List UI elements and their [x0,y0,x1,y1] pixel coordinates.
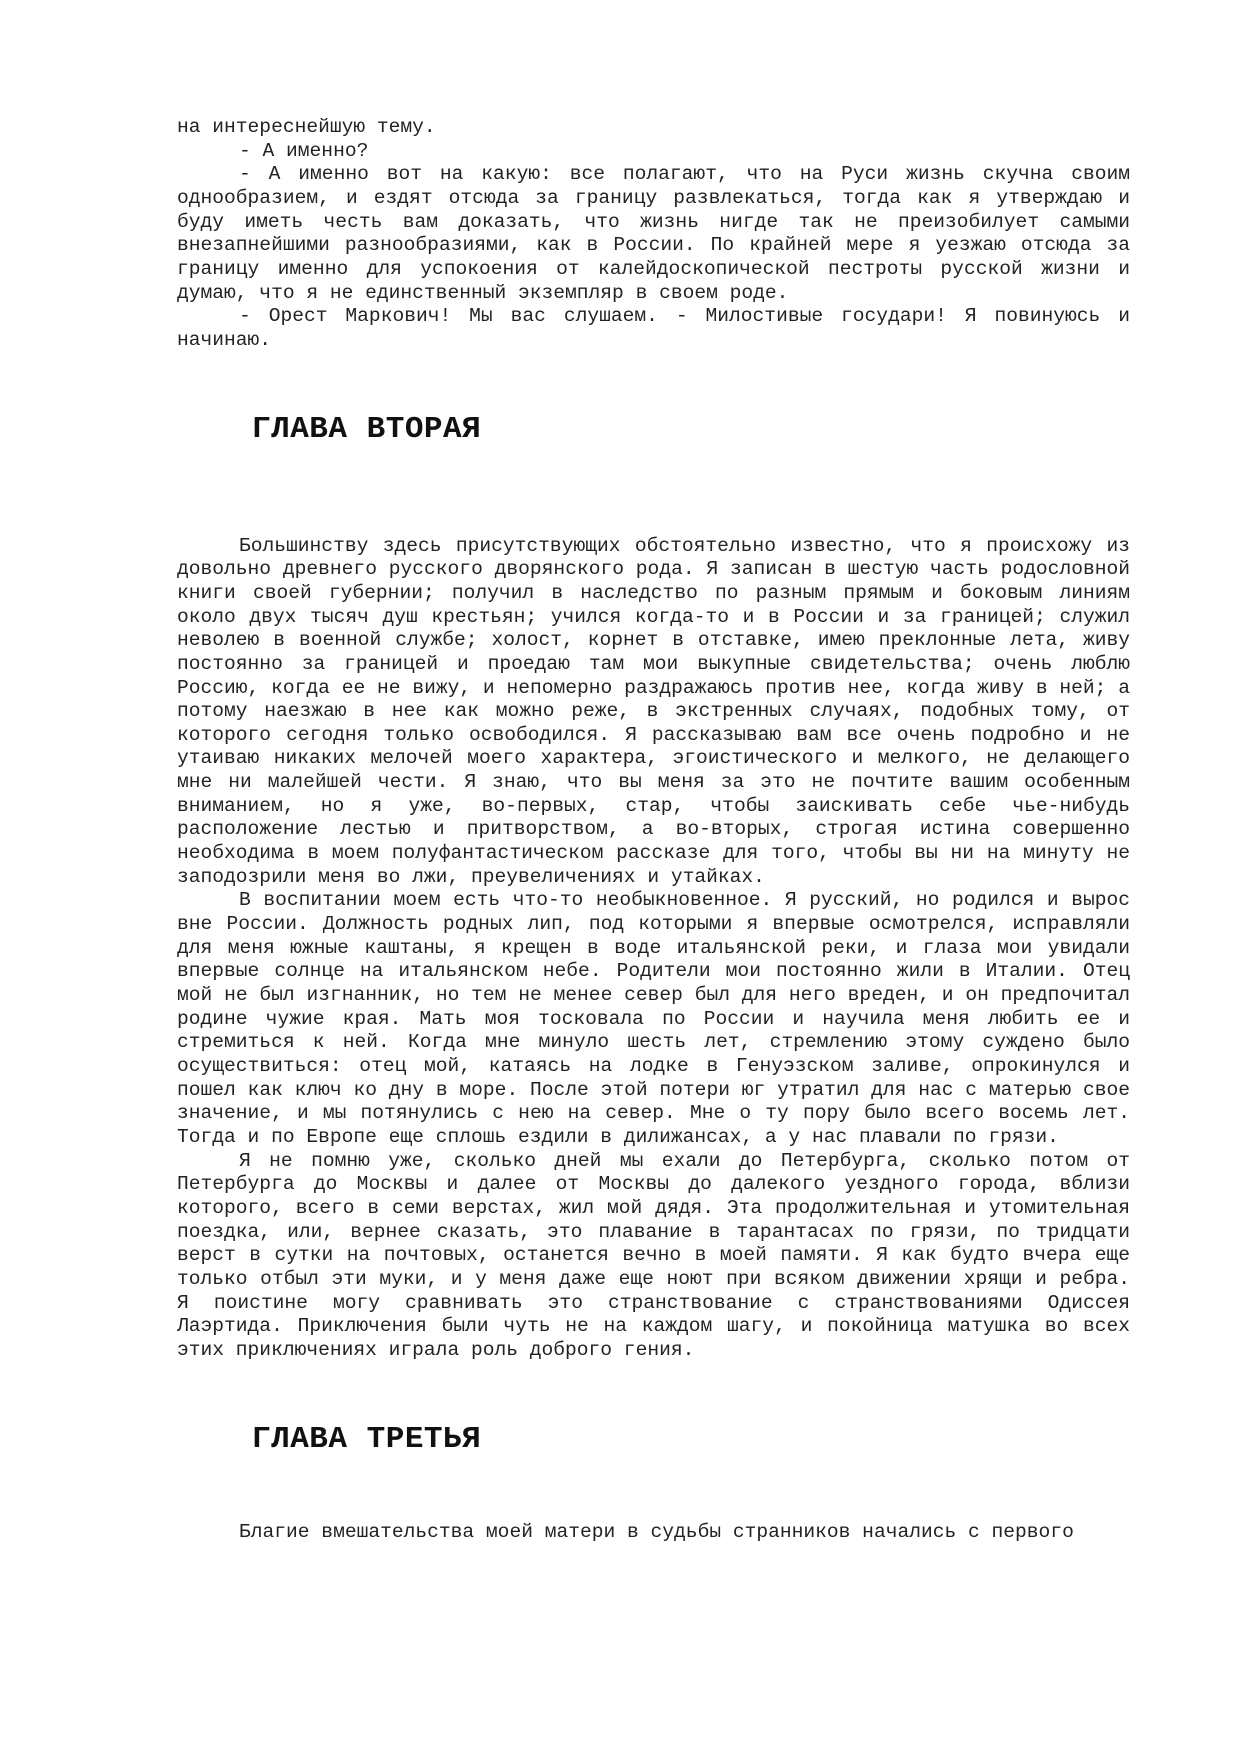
intro-paragraph-1: на интереснейшую тему. [177,116,436,138]
chapter-two-paragraph-1: Большинству здесь присутствующих обстоятельно известно, что я происхожу из довольно древнего русского дворянского рода. Я записан в шестую часть родословной книги своей губернии; получил в наследство по разным прямым и боковым линиям около двух тысяч душ крестьян; учился когда-то и в России и за границей; служил неволею в военной службе; холост, корнет в отставке, имею преклонные лета, живу постоянно за границей и проедаю там мои выкупные свидетельства; очень люблю Россию, когда ее не вижу, и непомерно раздражаюсь против нее, когда живу в ней; а потому наезжаю в нее как можно реже, в экстренных случаях, подобных тому, от которого сегодня только освободился. Я рассказываю вам все очень подробно и не утаиваю никаких мелочей моего характера, эгоистического и мелкого, не делающего мне ни малейшей чести. Я знаю, что вы меня за это не почтите вашим особенным вниманием, но я уже, во-первых, стар, чтобы заискивать себе чье-нибудь расположение лестью и притворством, а во-вторых, строгая истина совершенно необходима в моем полуфантастическом рассказе для того, чтобы вы ни на минуту не заподозрили меня во лжи, преувеличениях и утайках. [177,534,1130,888]
chapter-three-paragraph-1: Благие вмешательства моей матери в судьбы странников начались с первого [239,1520,1074,1543]
chapter-two-paragraph-2: В воспитании моем есть что-то необыкновенное. Я русский, но родился и вырос вне России. Должность родных лип, под которыми я впервые осмотрелся, исправляли для меня южные каштаны, я крещен в воде итальянской реки, и глаза мои увидали впервые солнце на итальянском небе. Родители мои постоянно жили в Италии. Отец мой не был изгнанник, но тем не менее север был для него вреден, и он предпочитал родине чужие края. Мать моя тосковала по России и научила меня любить ее и стремиться к ней. Когда мне минуло шесть лет, стремлению этому суждено было осуществиться: отец мой, катаясь на лодке в Генуэзском заливе, опрокинулся и пошел как ключ ко дну в море. После этой потери юг утратил для нас с матерью свое значение, и мы потянулись с нею на север. Мне о ту пору было всего восемь лет. Тогда и по Европе еще сплошь ездили в дилижансах, а у нас плавали по грязи. [177,889,1130,1148]
chapter-three-heading-block [177,1423,1130,1457]
chapter-two-title: ГЛАВА ВТОРАЯ [252,411,482,447]
intro-paragraph-3: - А именно вот на какую: все полагают, что на Руси жизнь скучна своим однообразием, и ездят отсюда за границу развлекаться, тогда как я утверждаю и буду иметь честь вам доказать, что жизнь нигде так не преизобилует самыми внезапнейшими разнообразиями, как в России. По крайней мере я уезжаю отсюда за границу именно для успокоения от калейдоскопической пестроты русской жизни и думаю, что я не единственный экземпляр в своем роде. [177,163,1130,304]
chapter-three-title: ГЛАВА ТРЕТЬЯ [252,1421,482,1457]
chapter-two-heading-block [177,413,1130,447]
intro-paragraph-4: - Орест Маркович! Мы вас слушаем. - Милостивые государи! Я повинуюсь и начинаю. [177,305,1130,351]
document-page [177,116,1130,1544]
chapter-two-paragraph-3: Я не помню уже, сколько дней мы ехали до Петербурга, сколько потом от Петербурга до Москвы и далее от Москвы до далекого уездного города, вблизи которого, всего в семи верстах, жил мой дядя. Эта продолжительная и утомительная поездка, или, вернее сказать, это плавание в тарантасах по грязи, по тридцати верст в сутки на почтовых, останется вечно в моей памяти. Я как будто вчера еще только отбыл эти муки, и у меня даже еще ноют при всяком движении хрящи и ребра. Я поистине могу сравнивать это странствование с странствованиями Одиссея Лаэртида. Приключения были чуть не на каждом шагу, и покойница матушка во всех этих приключениях играла роль доброго гения. [177,1149,1130,1361]
intro-paragraph-2: - А именно? [239,139,369,162]
